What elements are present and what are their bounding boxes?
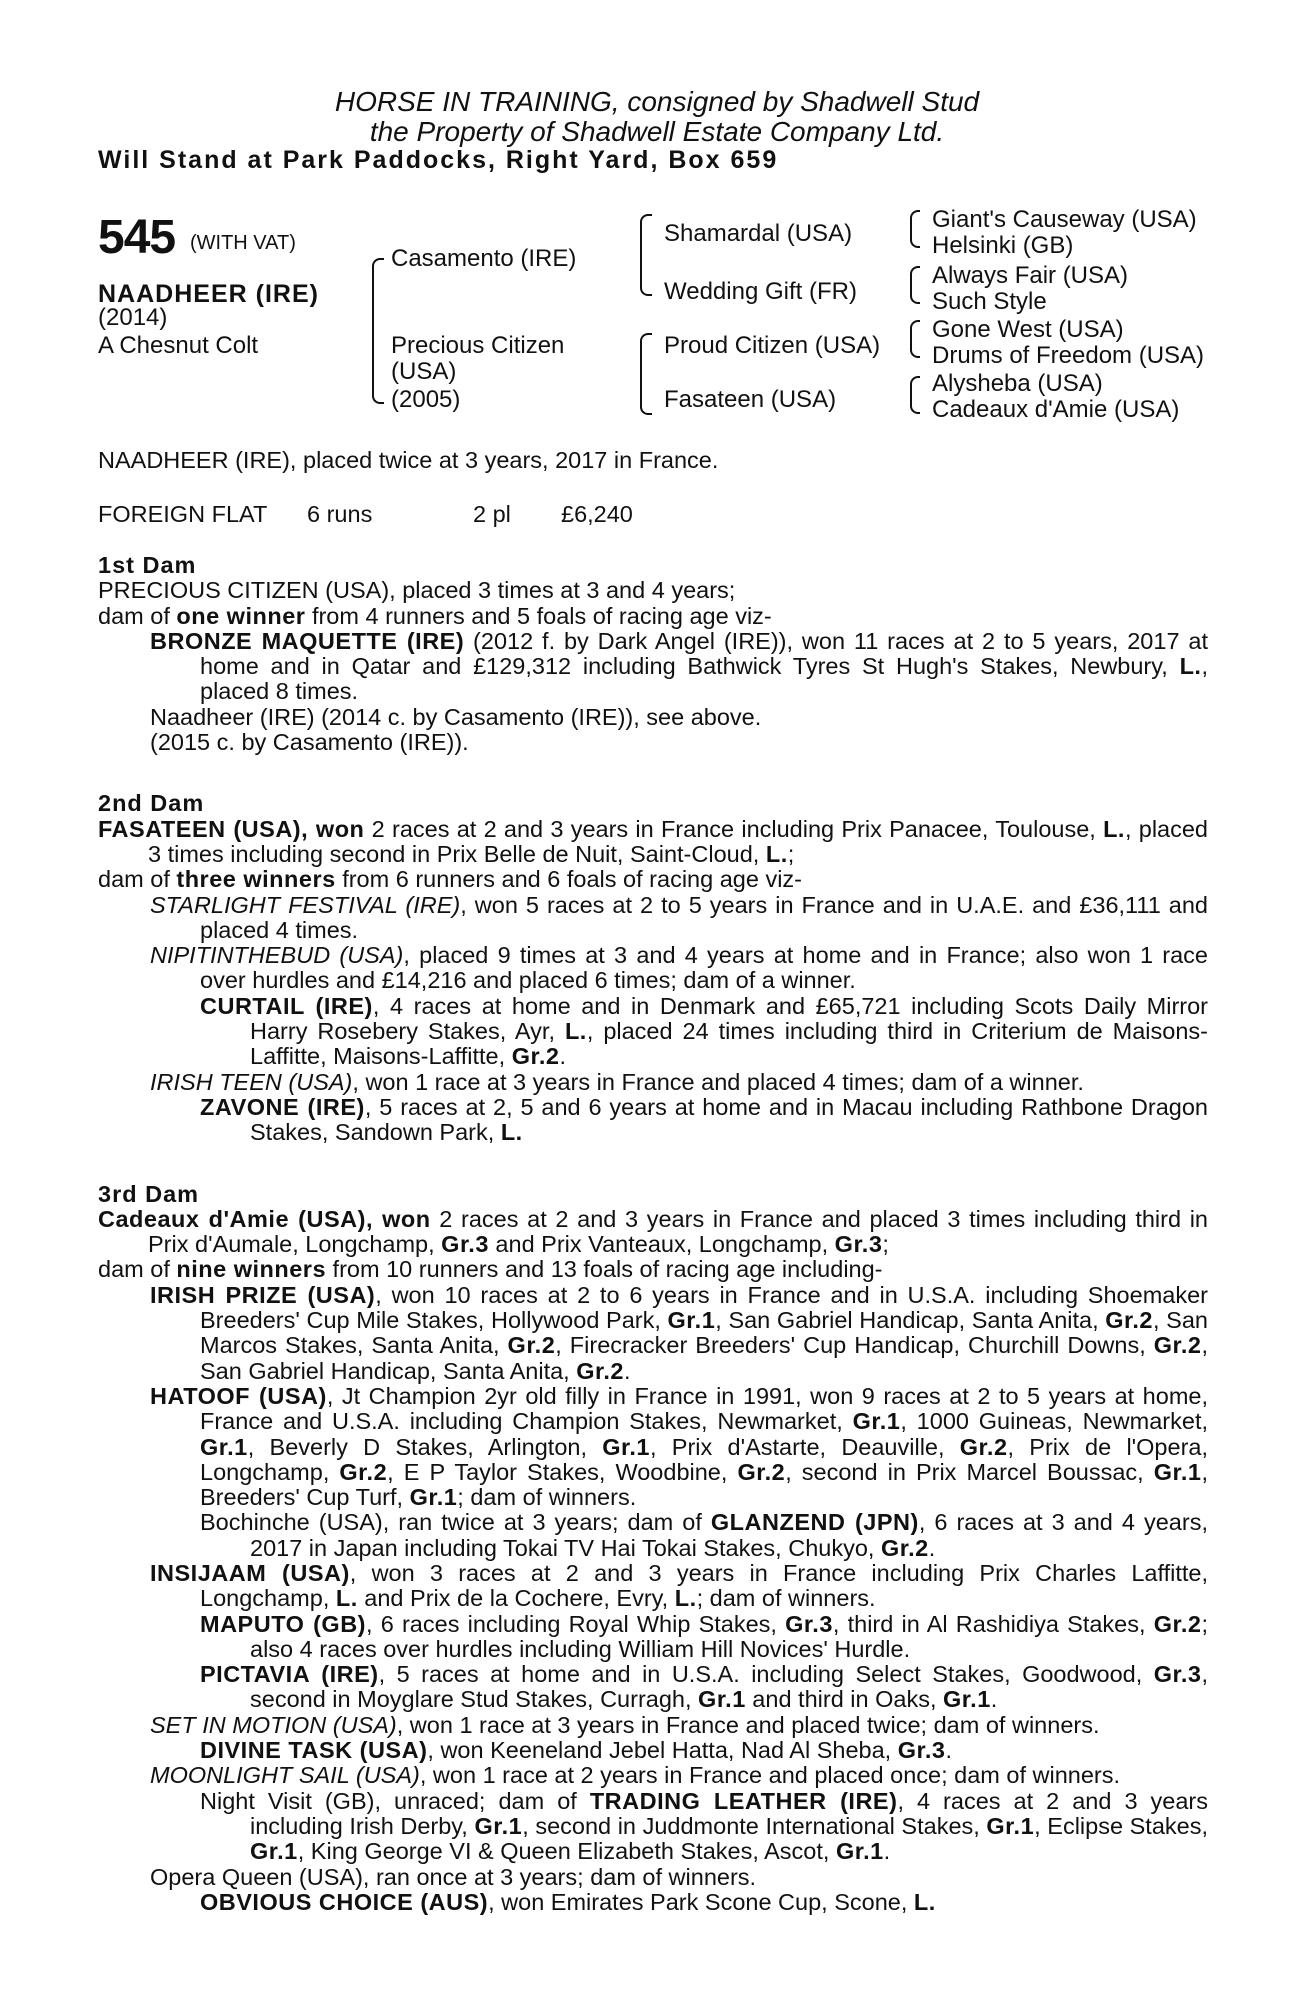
third-dam-produce-line: dam of nine winners from 10 runners and 13 foals of racing age including-: [98, 1256, 883, 1283]
second-dam-line: FASATEEN (USA), won 2 races at 2 and 3 years in France including Prix Panacee, Toulouse, L., placed 3 times including second in Prix Belle de Nuit, Saint-Cloud, L.;: [98, 815, 1209, 867]
third-dam-line: Cadeaux d'Amie (USA), won 2 races at 2 and 3 years in France and placed 3 times including third in Prix d'Aumale, Longchamp, Gr.3 and Prix Vanteaux, Longchamp, Gr.3;: [98, 1205, 1208, 1258]
produce-entry: IRISH PRIZE (USA), won 10 races at 2 to 6 years in France and in U.S.A. including Shoemaker Breeders' Cup Mile Stakes, Hollywood Park, Gr.1, San Gabriel Handicap, Santa Anita, Gr.2, San Marcos Stakes, Santa Anita, Gr.2, Firecracker Breeders' Cup Handicap, Churchill Downs, Gr.2, San Gabriel Handicap, Santa Anita, Gr.2.: [150, 1281, 1208, 1384]
pedigree-brace-2: [640, 214, 652, 296]
ggp-4: Such Style: [932, 288, 1047, 315]
grandproduce-entry: Night Visit (GB), unraced; dam of TRADING LEATHER (IRE), 4 races at 2 and 3 years including Irish Derby, Gr.1, second in Juddmonte International Stakes, Gr.1, Eclipse Stakes, Gr.1, King George VI & Queen Elizabeth Stakes, Ascot, Gr.1.: [200, 1787, 1209, 1865]
pedigree-brace-6: [910, 320, 920, 358]
ggp-6: Drums of Freedom (USA): [932, 342, 1205, 369]
ggp-2: Helsinki (GB): [932, 232, 1074, 259]
produce-entry: BRONZE MAQUETTE (IRE) (2012 f. by Dark Angel (IRE)), won 11 races at 2 to 5 years, 2017 at home and in Qatar and £129,312 including Bathwick Tyres St Hugh's Stakes, Newbury, L., placed 8 times.: [150, 627, 1208, 705]
section-title-1st-dam: 1st Dam: [98, 552, 197, 578]
section-title-2nd-dam: 2nd Dam: [98, 790, 205, 817]
grandproduce-entry: Bochinche (USA), ran twice at 3 years; dam of GLANZEND (JPN), 6 races at 3 and 4 years, 2017 in Japan including Tokai TV Hai Tokai Stakes, Chukyo, Gr.2.: [200, 1509, 1208, 1561]
produce-entry: INSIJAAM (USA), won 3 races at 2 and 3 years in France including Prix Charles Laffitte, Longchamp, L. and Prix de la Cochere, Evry, L.; dam of winners.: [150, 1559, 1208, 1612]
horse-description: A Chesnut Colt: [98, 332, 259, 359]
produce-entry: Naadheer (IRE) (2014 c. by Casamento (IRE)), see above.: [150, 703, 762, 730]
record-label: FOREIGN FLAT: [98, 501, 268, 527]
grandproduce-entry: ZAVONE (IRE), 5 races at 2, 5 and 6 years at home and in Macau including Rathbone Dragon Stakes, Sandown Park, L.: [200, 1093, 1208, 1146]
dam-sections: [98, 553, 1208, 1915]
dam-line-2: (USA): [391, 358, 457, 385]
section-title-3rd-dam: 3rd Dam: [98, 1180, 200, 1207]
record-runs: 6 runs: [307, 501, 373, 527]
ggp-7: Alysheba (USA): [932, 370, 1103, 397]
pedigree-brace-7: [910, 376, 920, 414]
dam-line-1: Precious Citizen: [391, 332, 565, 359]
produce-entry: STARLIGHT FESTIVAL (IRE), won 5 races at 2 to 5 years in France and in U.A.E. and £36,111 and placed 4 times.: [150, 891, 1208, 943]
record-placed: 2 pl: [473, 501, 511, 527]
dam-line-3: (2005): [391, 386, 461, 413]
first-dam-line: PRECIOUS CITIZEN (USA), placed 3 times at 3 and 4 years;: [98, 577, 736, 604]
second-dam-produce-line: dam of three winners from 6 runners and 6 foals of racing age viz-: [98, 866, 802, 893]
first-dam-produce-line: dam of one winner from 4 runners and 5 foals of racing age viz-: [98, 602, 772, 629]
grandproduce-entry: PICTAVIA (IRE), 5 races at home and in U.S.A. including Select Stakes, Goodwood, Gr.3, second in Moyglare Stud Stakes, Curragh, Gr.1 and third in Oaks, Gr.1.: [200, 1661, 1208, 1713]
pedigree-brace-4: [910, 210, 920, 248]
dam-dam: Fasateen (USA): [664, 386, 837, 413]
horse-name: NAADHEER (IRE): [98, 280, 319, 308]
dam-sire: Proud Citizen (USA): [664, 332, 881, 359]
sire-sire: Shamardal (USA): [664, 220, 853, 247]
produce-entry: MOONLIGHT SAIL (USA), won 1 race at 2 years in France and placed once; dam of winners.: [150, 1762, 1121, 1789]
header-line-1: HORSE IN TRAINING, consigned by Shadwell Stud: [334, 86, 980, 117]
lot-vat: (WITH VAT): [190, 232, 296, 254]
summary-line: NAADHEER (IRE), placed twice at 3 years, 2017 in France.: [98, 447, 719, 473]
ggp-8: Cadeaux d'Amie (USA): [932, 396, 1180, 423]
produce-entry: Opera Queen (USA), ran once at 3 years; dam of winners.: [150, 1863, 757, 1890]
pedigree-brace-1: [372, 258, 384, 404]
grandproduce-entry: OBVIOUS CHOICE (AUS), won Emirates Park Scone Cup, Scone, L.: [200, 1888, 936, 1915]
ggp-3: Always Fair (USA): [932, 262, 1129, 289]
sire-dam: Wedding Gift (FR): [664, 278, 857, 305]
record-earnings: £6,240: [561, 501, 633, 527]
header-line-2: the Property of Shadwell Estate Company Ltd.: [369, 116, 945, 147]
pedigree-brace-5: [910, 266, 920, 304]
produce-entry: (2015 c. by Casamento (IRE)).: [150, 729, 469, 756]
horse-year: (2014): [98, 304, 168, 331]
grandproduce-entry: CURTAIL (IRE), 4 races at home and in Denmark and £65,721 including Scots Daily Mirror Harry Rosebery Stakes, Ayr, L., placed 24 times including third in Criterium de Maisons-Laffitte, Maisons-Laffitte, Gr.2.: [200, 992, 1209, 1070]
stand-location: Will Stand at Park Paddocks, Right Yard, Box 659: [98, 146, 779, 174]
grandproduce-entry: DIVINE TASK (USA), won Keeneland Jebel Hatta, Nad Al Sheba, Gr.3.: [200, 1737, 952, 1764]
grandproduce-entry: MAPUTO (GB), 6 races including Royal Whip Stakes, Gr.3, third in Al Rashidiya Stakes, Gr.2; also 4 races over hurdles including William Hill Novices' Hurdle.: [200, 1610, 1208, 1662]
produce-entry: HATOOF (USA), Jt Champion 2yr old filly in France in 1991, won 9 races at 2 to 5 years at home, France and U.S.A. including Champion Stakes, Newmarket, Gr.1, 1000 Guineas, Newmarket, Gr.1, Beverly D Stakes, Arlington, Gr.1, Prix d'Astarte, Deauville, Gr.2, Prix de l'Opera, Longchamp, Gr.2, E P Taylor Stakes, Woodbine, Gr.2, second in Prix Marcel Boussac, Gr.1, Breeders' Cup Turf, Gr.1; dam of winners.: [150, 1382, 1209, 1511]
produce-entry: IRISH TEEN (USA), won 1 race at 3 years in France and placed 4 times; dam of a winner.: [150, 1068, 1084, 1095]
pedigree-brace-3: [640, 333, 652, 415]
sire: Casamento (IRE): [391, 245, 577, 272]
lot-number: 545: [98, 211, 176, 264]
produce-entry: NIPITINTHEBUD (USA), placed 9 times at 3 and 4 years at home and in France; also won 1 race over hurdles and £14,216 and placed 6 times; dam of a winner.: [150, 942, 1208, 994]
ggp-5: Gone West (USA): [932, 316, 1124, 343]
produce-entry: SET IN MOTION (USA), won 1 race at 3 years in France and placed twice; dam of winners.: [150, 1711, 1100, 1738]
ggp-1: Giant's Causeway (USA): [932, 206, 1197, 233]
